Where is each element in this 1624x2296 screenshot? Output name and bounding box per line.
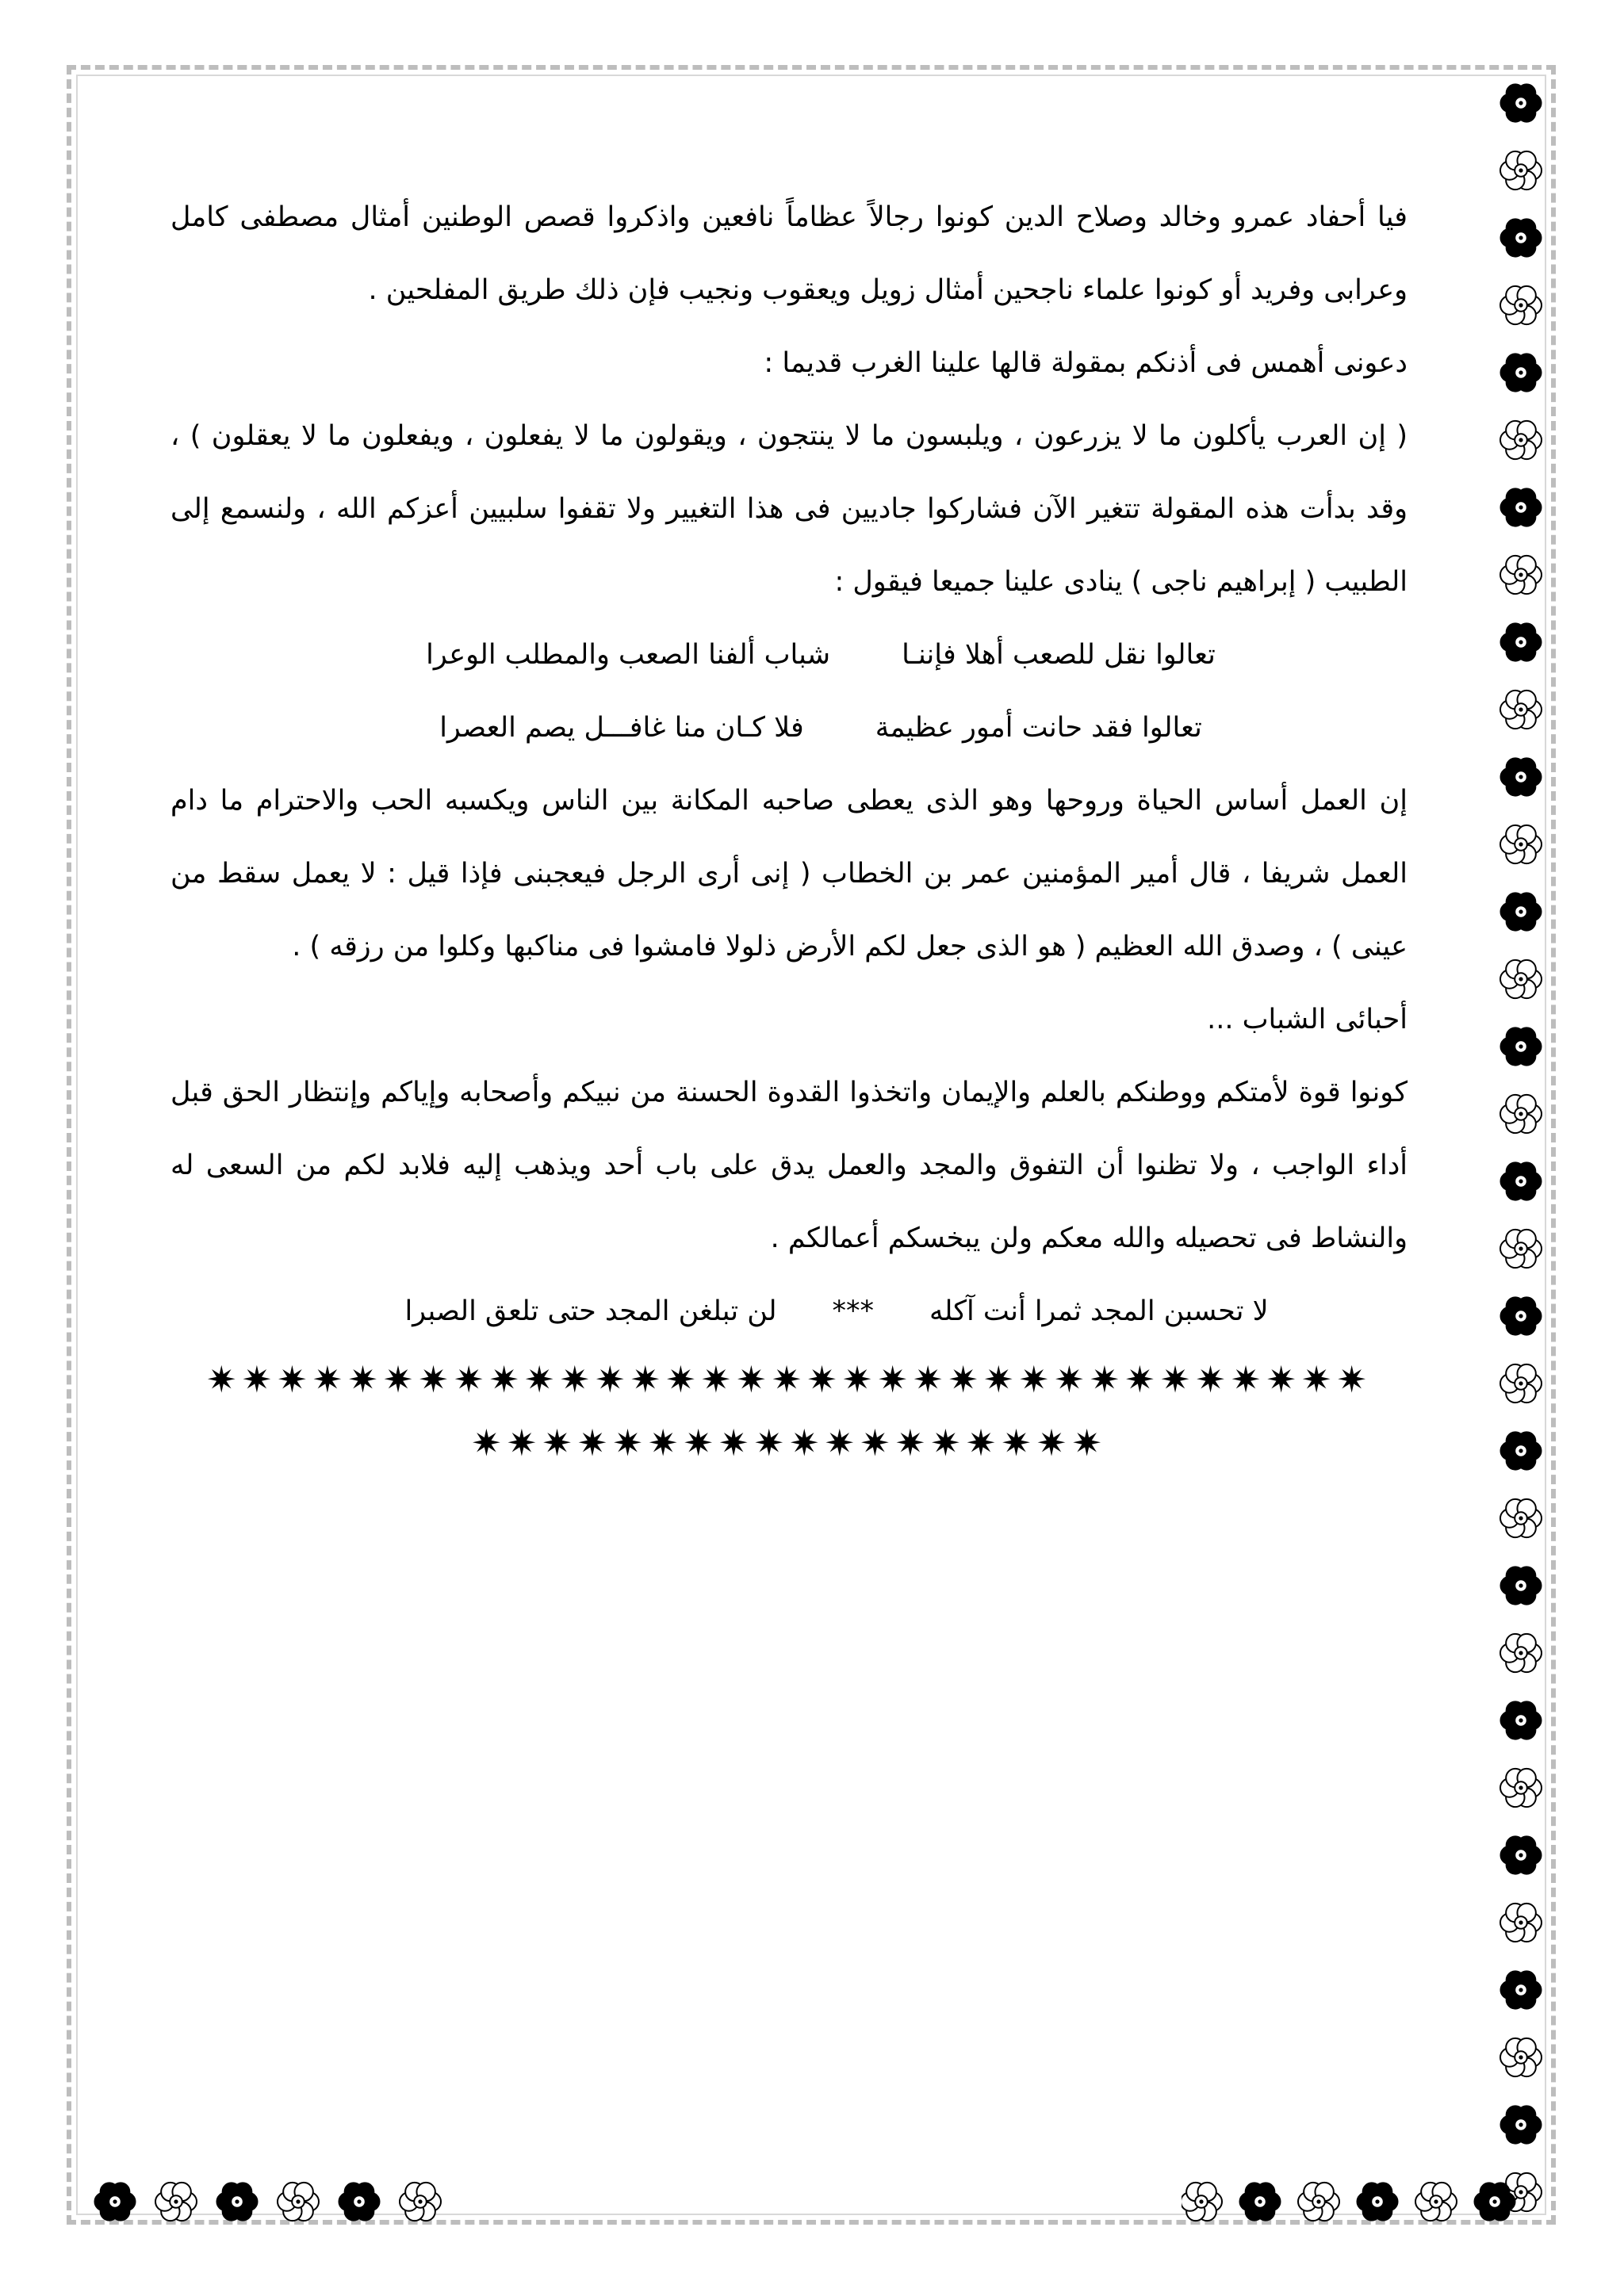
- flower-solid-icon: [94, 2183, 136, 2221]
- flower-outline-icon: [1182, 2183, 1222, 2221]
- poem-verse-2: [170, 691, 1408, 764]
- paragraph-ancestors: فيا أحفاد عمرو وخالد وصلاح الدين كونوا رجالاً عظاماً نافعين واذكروا قصص الوطنين أمثال مصطفى كامل وعرابى وفريد أو كونوا علماء ناجحين أمثال زويل ويعقوب ونجيب فإن ذلك طريق المفلحين .: [170, 201, 1408, 306]
- star-divider-row-1: ✷✷✷✷✷✷✷✷✷✷✷✷✷✷✷✷✷✷✷✷✷✷✷✷✷✷✷✷✷✷✷✷✷: [206, 1358, 1372, 1401]
- flower-outline-icon: [1500, 1634, 1542, 1672]
- flower-outline-icon: [1500, 1095, 1542, 1133]
- flower-solid-icon: [216, 2183, 258, 2221]
- flower-solid-icon: [1500, 1567, 1542, 1605]
- flower-outline-icon: [1500, 691, 1542, 729]
- flower-border-bottom-left: [87, 2174, 452, 2229]
- verse-1-second-half: شباب ألفنا الصعب والمطلب الوعرا: [426, 639, 831, 671]
- flower-solid-icon: [1239, 2183, 1281, 2221]
- youth-heading: أحبائى الشباب ...: [1207, 1004, 1408, 1035]
- verse-1-first-half: تعالوا نقل للصعب أهلا فإننـا: [902, 639, 1216, 671]
- flower-outline-icon: [1500, 2038, 1542, 2076]
- flower-solid-icon: [1500, 1027, 1542, 1066]
- flower-outline-icon: [1415, 2183, 1457, 2221]
- flower-solid-icon: [1500, 623, 1542, 661]
- flower-solid-icon: [1500, 488, 1542, 526]
- flower-solid-icon: [1500, 2106, 1542, 2144]
- paragraph-whisper: دعونى أهمس فى أذنكم بمقولة قالها علينا الغرب قديما :: [764, 347, 1408, 379]
- flower-outline-icon: [1500, 825, 1542, 863]
- closing-verse: [170, 1275, 1408, 1348]
- flower-solid-icon: [1357, 2183, 1398, 2221]
- flower-solid-icon: [339, 2183, 380, 2221]
- flower-solid-icon: [1500, 1701, 1542, 1739]
- flower-outline-icon: [1500, 960, 1542, 998]
- flower-border-right: [1491, 79, 1551, 2220]
- document-body: [170, 181, 1408, 1475]
- flower-outline-icon: [278, 2183, 319, 2221]
- poem-verse-1: [170, 618, 1408, 691]
- flower-solid-icon: [1500, 1297, 1542, 1335]
- flower-outline-icon: [1500, 1904, 1542, 1942]
- flower-solid-icon: [1500, 758, 1542, 796]
- flower-solid-icon: [1500, 1836, 1542, 1874]
- flower-outline-icon: [400, 2183, 441, 2221]
- flower-solid-icon: [1500, 219, 1542, 257]
- flower-outline-icon: [1500, 1769, 1542, 1807]
- closing-verse-separator: ***: [832, 1295, 875, 1327]
- verse-2-first-half: تعالوا فقد حانت أمور عظيمة: [875, 712, 1202, 744]
- flower-solid-icon: [1500, 893, 1542, 931]
- paragraph-youth: كونوا قوة لأمتكم ووطنكم بالعلم والإيمان واتخذوا القدوة الحسنة من نبيكم وأصحابه وإياكم وإنتظار الحق قبل أداء الواجب ، ولا تظنوا أن التفوق والمجد والعمل يدق على باب أحد ويذهب إليه فلابد لكم من السعى له والنشاط فى تحصيله والله معكم ولن يبخسكم أعمالكم .: [170, 1077, 1408, 1254]
- flower-outline-icon: [1500, 556, 1542, 594]
- flower-solid-icon: [1500, 1971, 1542, 2009]
- flower-solid-icon: [1500, 84, 1542, 122]
- paragraph-work: إن العمل أساس الحياة وروحها وهو الذى يعطى صاحبه المكانة بين الناس ويكسبه الحب والاحترام ما دام العمل شريفا ، قال أمير المؤمنين عمر بن الخطاب ( إنى أرى الرجل فيعجبنى فإذا قيل : لا يعمل سقط من عينى ) ، وصدق الله العظيم ( هو الذى جعل لكم الأرض ذلولا فامشوا فى مناكبها وكلوا من رزقه ) .: [170, 785, 1408, 962]
- flower-solid-icon: [1500, 1432, 1542, 1470]
- flower-outline-icon: [1500, 1364, 1542, 1402]
- flower-outline-icon: [1500, 286, 1542, 324]
- paragraph-west-saying: ( إن العرب يأكلون ما لا يزرعون ، ويلبسون ما لا ينتجون ، ويقولون ما لا يفعلون ، ويفعلون ما لا يعقلون ) ، وقد بدأت هذه المقولة تتغير الآن فشاركوا جاديين فى هذا التغيير ولا تقفوا سلبيين أعزكم الله ، ولنسمع إلى الطبيب ( إبراهيم ناجى ) ينادى علينا جميعا فيقول :: [170, 420, 1408, 598]
- flower-solid-icon: [1500, 1162, 1542, 1200]
- flower-outline-icon: [1500, 1230, 1542, 1268]
- flower-outline-icon: [1298, 2183, 1339, 2221]
- flower-outline-icon: [1500, 1499, 1542, 1537]
- verse-2-second-half: فلا كـان منا غافـــل يصم العصرا: [439, 712, 804, 744]
- flower-outline-icon: [1500, 151, 1542, 189]
- flower-solid-icon: [1474, 2183, 1515, 2221]
- flower-border-bottom-right: [1182, 2174, 1522, 2229]
- flower-outline-icon: [1500, 421, 1542, 459]
- flower-solid-icon: [1500, 354, 1542, 392]
- star-divider-row-2: ✷✷✷✷✷✷✷✷✷✷✷✷✷✷✷✷✷✷: [471, 1422, 1107, 1464]
- closing-verse-second-half: لن تبلغن المجد حتى تلعق الصبرا: [404, 1295, 777, 1327]
- flower-outline-icon: [155, 2183, 197, 2221]
- closing-verse-first-half: لا تحسبن المجد ثمرا أنت آكله: [929, 1295, 1269, 1327]
